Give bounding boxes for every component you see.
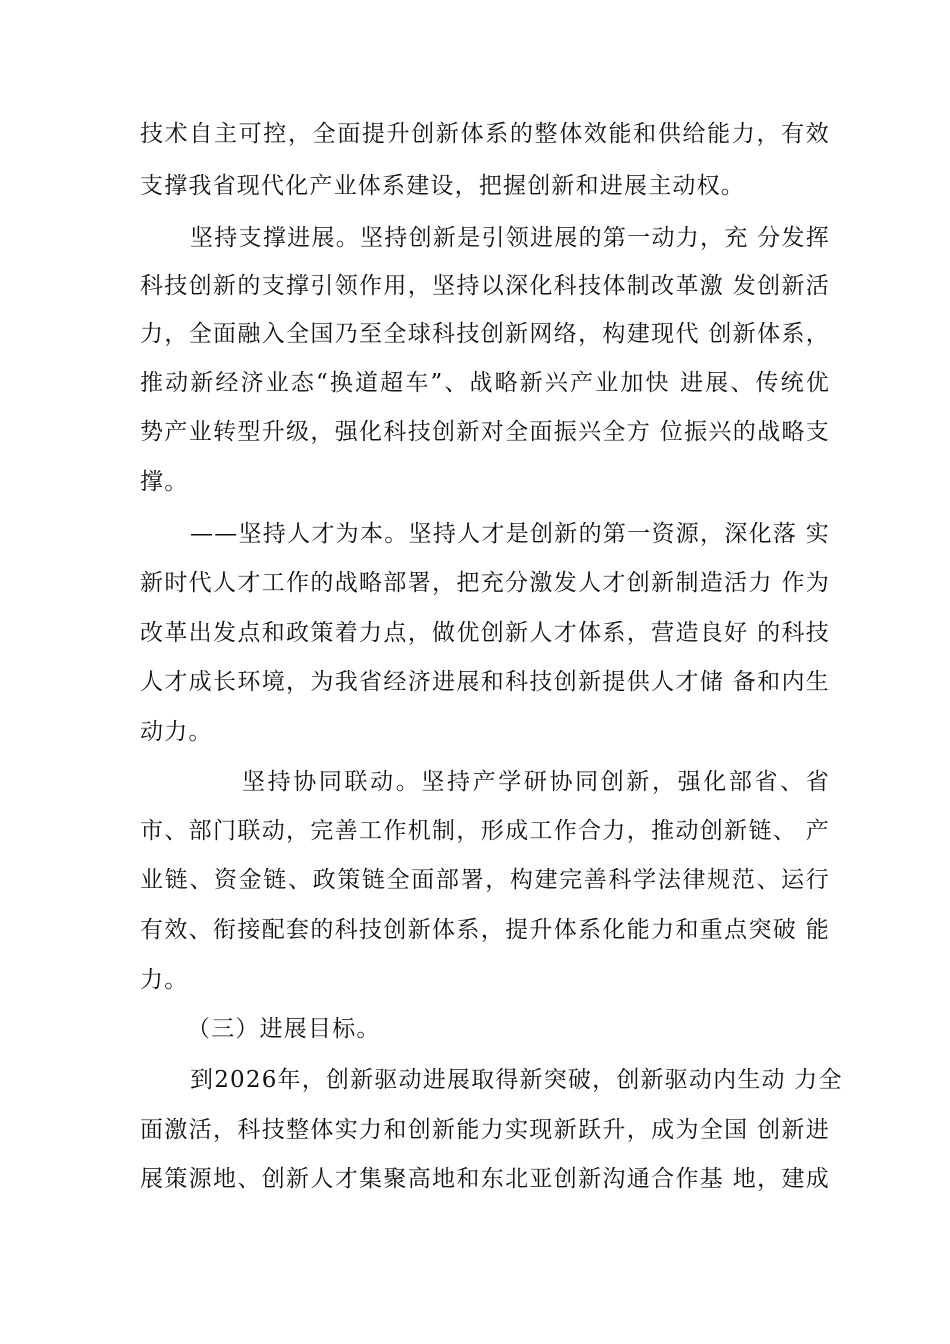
text-line: 人才成长环境，为我省经济进展和科技创新提供人才储 备和内生 <box>140 669 830 695</box>
text-line: 改革出发点和政策着力点，做优创新人才体系，营造良好 的科技 <box>140 620 830 646</box>
text-line: 到2026年，创新驱动进展取得新突破，创新驱动内生动 力全 <box>190 1067 843 1093</box>
text-line: 支撑我省现代化产业体系建设，把握创新和进展主动权。 <box>140 173 745 199</box>
text-line: 技术自主可控，全面提升创新体系的整体效能和供给能力，有效 <box>140 121 830 147</box>
text-line: 市、部门联动，完善工作机制，形成工作合力，推动创新链、 产 <box>140 818 830 844</box>
text-line: 科技创新的支撑引领作用，坚持以深化科技体制改革激 发创新活 <box>140 273 830 299</box>
text-line: 新时代人才工作的战略部署，把充分激发人才创新制造活力 作为 <box>140 570 830 596</box>
text-line: ——坚持人才为本。坚持人才是创新的第一资源，深化落 实 <box>190 521 830 547</box>
text-line: 势产业转型升级，强化科技创新对全面振兴全方 位振兴的战略支 <box>140 419 830 445</box>
text-line: 动力。 <box>140 719 213 745</box>
text-line: 推动新经济业态“换道超车”、战略新兴产业加快 进展、传统优 <box>140 370 830 396</box>
text-line: 撑。 <box>140 469 189 495</box>
text-line: 有效、衔接配套的科技创新体系，提升体系化能力和重点突破 能 <box>140 917 830 943</box>
text-line: 业链、资金链、政策链全面部署，构建完善科学法律规范、运行 <box>140 867 830 893</box>
text-line: 面激活，科技整体实力和创新能力实现新跃升，成为全国 创新进 <box>140 1117 830 1143</box>
text-line: 力。 <box>140 967 189 993</box>
text-line: 力，全面融入全国乃至全球科技创新网络，构建现代 创新体系， <box>140 321 830 347</box>
text-line: 展策源地、创新人才集聚高地和东北亚创新沟通合作基 地，建成 <box>140 1166 830 1192</box>
section-heading: （三）进展目标。 <box>187 1016 381 1042</box>
text-line: 坚持协同联动。坚持产学研协同创新，强化部省、省 <box>242 769 830 795</box>
text-line: 坚持支撑进展。坚持创新是引领进展的第一动力，充 分发挥 <box>190 225 830 251</box>
